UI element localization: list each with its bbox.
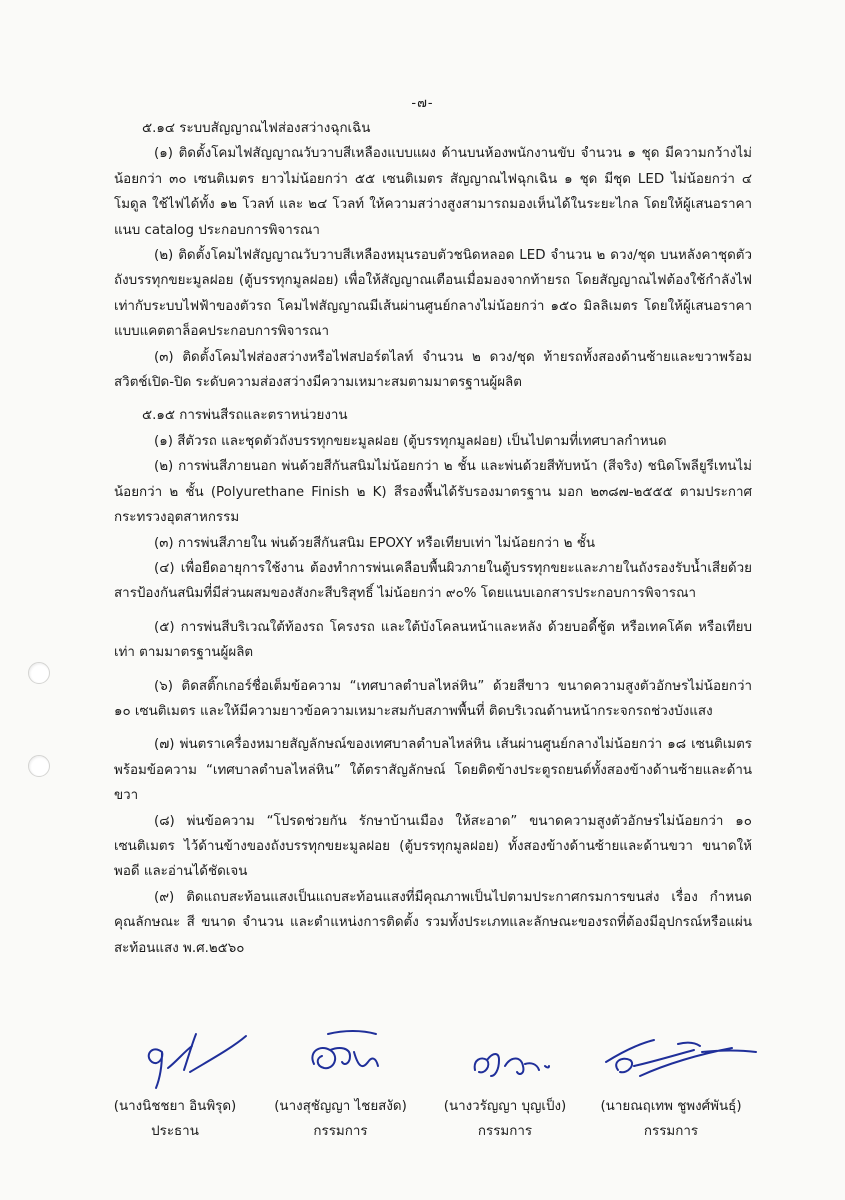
handwritten-signature-4 bbox=[582, 1022, 760, 1094]
handwritten-signature-1 bbox=[100, 1022, 250, 1094]
signature-member-3 bbox=[582, 1022, 760, 1144]
signer-name-4: (นายณฤเทพ ชูพงศ์พันธุ์) bbox=[600, 1099, 742, 1114]
punch-hole-lower bbox=[28, 755, 50, 777]
handwritten-signature-3 bbox=[425, 1022, 585, 1094]
signer-role-3: กรรมการ bbox=[477, 1124, 533, 1139]
signer-role-4: กรรมการ bbox=[643, 1124, 699, 1139]
page-number: -๗- bbox=[411, 96, 434, 111]
section-5-14-item-1: (๑) ติดตั้งโคมไฟสัญญาณวับวาบสีเหลืองแบบแผง ด้านบนห้องพนักงานขับ จำนวน ๑ ชุด มีความกว้างไม่น้อยกว่า ๓๐ เซนติเมตร ยาวไม่น้อยกว่า ๕๕ เซนติเมตร สัญญาณไฟฉุกเฉิน ๑ ชุด มีชุด LED ไม่น้อยกว่า ๔ โมดูล ใช้ไฟได้ทั้ง ๑๒ โวลท์ และ ๒๔ โวลท์ ให้ความสว่างสูงสามารถมองเห็นได้ในระยะไกล โดยให้ผู้เสนอราคาแนบ catalog ประกอบการพิจารณา bbox=[114, 146, 752, 238]
section-5-15-item-6: (๖) ติดสติ๊กเกอร์ชื่อเต็มข้อความ “เทศบาลตำบลไหล่หิน” ด้วยสีขาว ขนาดความสูงตัวอักษรไม่น้อยกว่า ๑๐ เซนติเมตร และให้มีความยาวข้อความเหมาะสมกับสภาพพื้นที่ ติดบริเวณด้านหน้ากระจกรถช่วงบังแสง bbox=[114, 678, 752, 719]
signer-name-3: (นางวรัญญา บุญเป็ง) bbox=[443, 1099, 567, 1114]
document-body bbox=[114, 116, 752, 961]
section-5-15-item-5: (๕) การพ่นสีบริเวณใต้ท้องรถ โครงรถ และใต้บังโคลนหน้าและหลัง ด้วยบอดี้ชู้ต หรือเทคโค้ต หรือเทียบเท่า ตามมาตรฐานผู้ผลิต bbox=[114, 619, 752, 661]
signature-member-1 bbox=[258, 1022, 423, 1144]
punch-hole-upper bbox=[28, 662, 50, 684]
section-5-14-item-2: (๒) ติดตั้งโคมไฟสัญญาณวับวาบสีเหลืองหมุนรอบตัวชนิดหลอด LED จำนวน ๒ ดวง/ชุด บนหลังคาชุดตัวถังบรรทุกขยะมูลฝอย (ตู้บรรทุกมูลฝอย) เพื่อให้สัญญาณเตือนเมื่อมองจากท้ายรถ โดยสัญญาณไฟต้องใช้กำลังไฟเท่ากับระบบไฟฟ้าของตัวรถ โคมไฟสัญญาณมีเส้นผ่านศูนย์กลางไม่น้อยกว่า ๑๕๐ มิลลิเมตร โดยให้ผู้เสนอราคาแบบแคตตาล็อคประกอบการพิจารณา bbox=[114, 248, 752, 340]
handwritten-signature-2 bbox=[258, 1022, 423, 1094]
signer-name-2: (นางสุชัญญา ไชยสงัด) bbox=[274, 1099, 407, 1114]
section-heading-5-14: ๕.๑๔ ระบบสัญญาณไฟส่องสว่างฉุกเฉิน bbox=[142, 121, 371, 136]
section-5-15-item-1: (๑) สีตัวรถ และชุดตัวถังบรรทุกขยะมูลฝอย (ตู้บรรทุกมูลฝอย) เป็นไปตามที่เทศบาลกำหนด bbox=[154, 433, 667, 449]
section-5-15-item-2: (๒) การพ่นสีภายนอก พ่นด้วยสีกันสนิมไม่น้อยกว่า ๒ ชั้น และพ่นด้วยสีทับหน้า (สีจริง) ชนิดโพลียูรีเทนไม่น้อยกว่า ๒ ชั้น (Polyurethane Finish ๒ K) สีรองพื้นได้รับรองมาตรฐาน มอก ๒๓๘๗-๒๕๕๕ ตามประกาศกระทรวงอุตสาหกรรม bbox=[114, 459, 752, 526]
signature-block bbox=[100, 1022, 760, 1152]
section-5-15-item-7: (๗) พ่นตราเครื่องหมายสัญลักษณ์ของเทศบาลตำบลไหล่หิน เส้นผ่านศูนย์กลางไม่น้อยกว่า ๑๘ เซนติเมตร พร้อมข้อความ “เทศบาลตำบลไหล่หิน” ใต้ตราสัญลักษณ์ โดยติดข้างประตูรถยนต์ทั้งสองข้างด้านซ้ายและด้านขวา bbox=[114, 737, 752, 804]
section-5-15-item-4: (๔) เพื่อยืดอายุการใช้งาน ต้องทำการพ่นเคลือบพื้นผิวภายในตู้บรรทุกขยะและภายในถังรองรับน้ำเสียด้วยสารป้องกันสนิมที่มีส่วนผสมของสังกะสีบริสุทธิ์ ไม่น้อยกว่า ๙๐% โดยแนบเอกสารประกอบการพิจารณา bbox=[114, 560, 752, 602]
signer-role-2: กรรมการ bbox=[313, 1124, 368, 1139]
signer-role-1: ประธาน bbox=[151, 1124, 199, 1139]
signature-chairman bbox=[100, 1022, 250, 1144]
section-5-15-item-3: (๓) การพ่นสีภายใน พ่นด้วยสีกันสนิม EPOXY หรือเทียบเท่า ไม่น้อยกว่า ๒ ชั้น bbox=[154, 535, 596, 551]
signer-name-1: (นางนิชชยา อินพิรุด) bbox=[113, 1099, 237, 1114]
section-heading-5-15: ๕.๑๕ การพ่นสีรถและตราหน่วยงาน bbox=[142, 408, 348, 424]
section-5-15-item-9: (๙) ติดแถบสะท้อนแสงเป็นแถบสะท้อนแสงที่มีคุณภาพเป็นไปตามประกาศกรมการขนส่ง เรื่อง กำหนดคุณลักษณะ สี ขนาด จำนวน และตำแหน่งการติดตั้ง รวมทั้งประเภทและลักษณะของรถที่ต้องมีอุปกรณ์หรือแผ่นสะท้อนแสง พ.ศ.๒๕๖๐ bbox=[114, 889, 752, 956]
section-5-15-item-8: (๘) พ่นข้อความ “โปรดช่วยกัน รักษาบ้านเมือง ให้สะอาด” ขนาดความสูงตัวอักษรไม่น้อยกว่า ๑๐ เซนติเมตร ไว้ด้านข้างของถังบรรทุกขยะมูลฝอย (ตู้บรรทุกมูลฝอย) ทั้งสองข้างด้านซ้ายและด้านขวา ขนาดให้พอดี และอ่านได้ชัดเจน bbox=[114, 813, 752, 880]
section-5-14-item-3: (๓) ติดตั้งโคมไฟส่องสว่างหรือไฟสปอร์ตไลท์ จำนวน ๒ ดวง/ชุด ท้ายรถทั้งสองด้านซ้ายและขวาพร้อมสวิตช์เปิด-ปิด ระดับความส่องสว่างมีความเหมาะสมตามมาตรฐานผู้ผลิต bbox=[114, 349, 752, 391]
signature-member-2 bbox=[425, 1022, 585, 1144]
